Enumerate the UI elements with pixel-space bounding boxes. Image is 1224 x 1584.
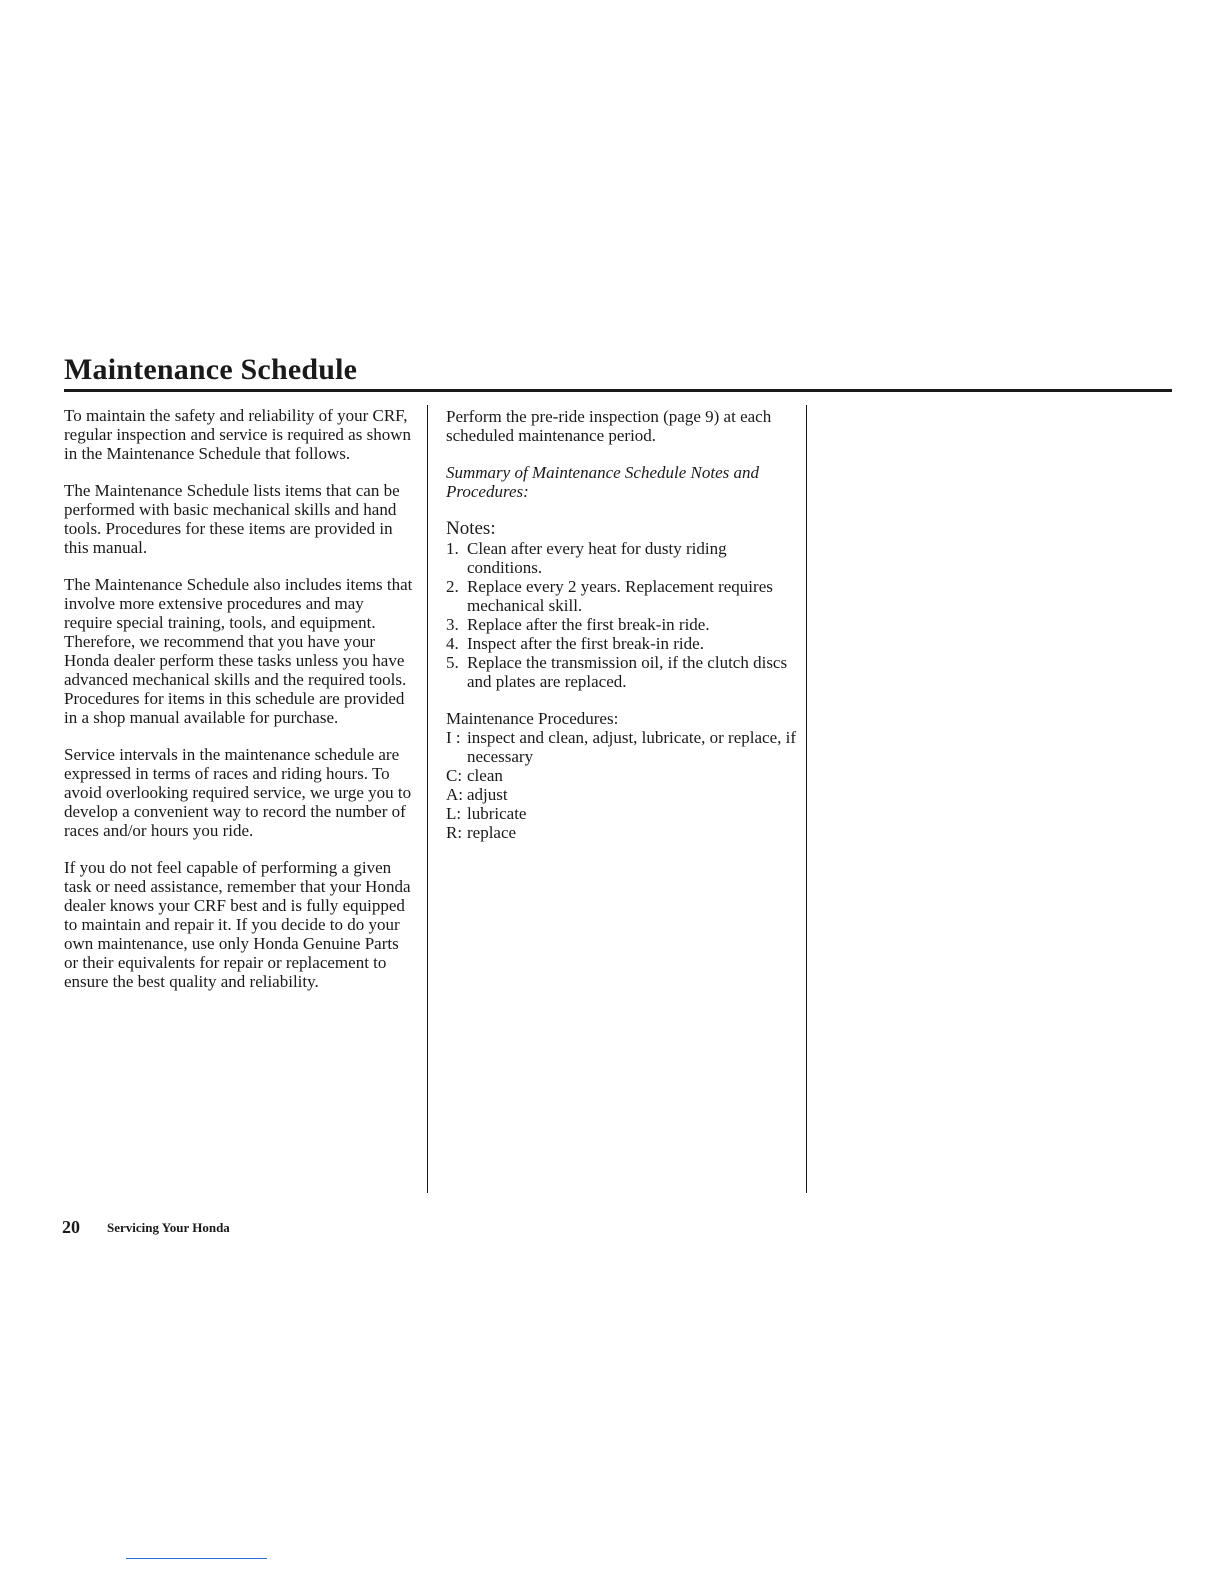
column-divider bbox=[806, 405, 807, 1193]
procedure-text: clean bbox=[467, 766, 503, 785]
paragraph: Service intervals in the maintenance schedule are expressed in terms of races and riding hours. To avoid overlooking required service, we urge you to develop a convenient way to record the number of races and/or hours you ride. bbox=[64, 745, 412, 840]
note-number: 5. bbox=[446, 653, 459, 672]
list-item bbox=[446, 539, 798, 577]
procedure-text: inspect and clean, adjust, lubricate, or replace, if necessary bbox=[467, 728, 796, 766]
procedures-heading: Maintenance Procedures: bbox=[446, 709, 619, 728]
page-title: Maintenance Schedule bbox=[64, 353, 358, 386]
list-item bbox=[446, 766, 798, 785]
column-divider bbox=[427, 405, 428, 1193]
notes-list bbox=[446, 539, 798, 691]
list-item bbox=[446, 634, 798, 653]
list-item bbox=[446, 653, 798, 691]
note-number: 3. bbox=[446, 615, 459, 634]
procedure-code: C: bbox=[446, 766, 463, 785]
intro-paragraph: Perform the pre-ride inspection (page 9) at each scheduled maintenance period. bbox=[446, 407, 772, 445]
list-item bbox=[446, 615, 798, 634]
procedure-text: adjust bbox=[467, 785, 508, 804]
note-text: Inspect after the first break-in ride. bbox=[467, 634, 704, 653]
note-number: 1. bbox=[446, 539, 459, 558]
procedure-code: L: bbox=[446, 804, 462, 823]
note-text: Clean after every heat for dusty riding conditions. bbox=[467, 539, 727, 577]
list-item bbox=[446, 577, 798, 615]
procedure-text: replace bbox=[467, 823, 517, 842]
paragraph: If you do not feel capable of performing a given task or need assistance, remember that your Honda dealer knows your CRF best and is fully equipped to maintain and repair it. If you decide to do your own maintenance, use only Honda Genuine Parts or their equivalents for repair or replacement to ensure the best quality and reliability. bbox=[64, 858, 411, 991]
list-item bbox=[446, 728, 798, 766]
list-item bbox=[446, 804, 798, 823]
procedure-code: I : bbox=[446, 728, 461, 747]
paragraph: The Maintenance Schedule also includes items that involve more extensive procedures and may require special training, tools, and equipment. Therefore, we recommend that you have your Honda dealer perform these tasks unless you have advanced mechanical skills and the required tools. Procedures for items in this schedule are provided in a shop manual available for purchase. bbox=[64, 575, 413, 727]
page-number: 20 bbox=[62, 1217, 80, 1237]
note-text: Replace every 2 years. Replacement requires mechanical skill. bbox=[467, 577, 773, 615]
summary-heading: Summary of Maintenance Schedule Notes and Procedures: bbox=[446, 463, 760, 501]
section-label: Servicing Your Honda bbox=[107, 1220, 230, 1235]
middle-column bbox=[446, 407, 798, 842]
note-number: 4. bbox=[446, 634, 459, 653]
procedure-code: R: bbox=[446, 823, 463, 842]
link-underline bbox=[126, 1558, 267, 1559]
note-text: Replace after the first break-in ride. bbox=[467, 615, 710, 634]
list-item bbox=[446, 785, 798, 804]
left-column bbox=[64, 406, 416, 1009]
note-number: 2. bbox=[446, 577, 459, 596]
paragraph: The Maintenance Schedule lists items that can be performed with basic mechanical skills and hand tools. Procedures for these items are provided in this manual. bbox=[64, 481, 400, 557]
list-item bbox=[446, 823, 798, 842]
procedures-list bbox=[446, 728, 798, 842]
procedure-text: lubricate bbox=[467, 804, 527, 823]
procedure-code: A: bbox=[446, 785, 463, 804]
title-underline bbox=[64, 389, 1172, 392]
paragraph: To maintain the safety and reliability of your CRF, regular inspection and service is required as shown in the Maintenance Schedule that follows. bbox=[64, 406, 411, 463]
note-text: Replace the transmission oil, if the clutch discs and plates are replaced. bbox=[467, 653, 788, 691]
notes-heading: Notes: bbox=[446, 518, 496, 539]
